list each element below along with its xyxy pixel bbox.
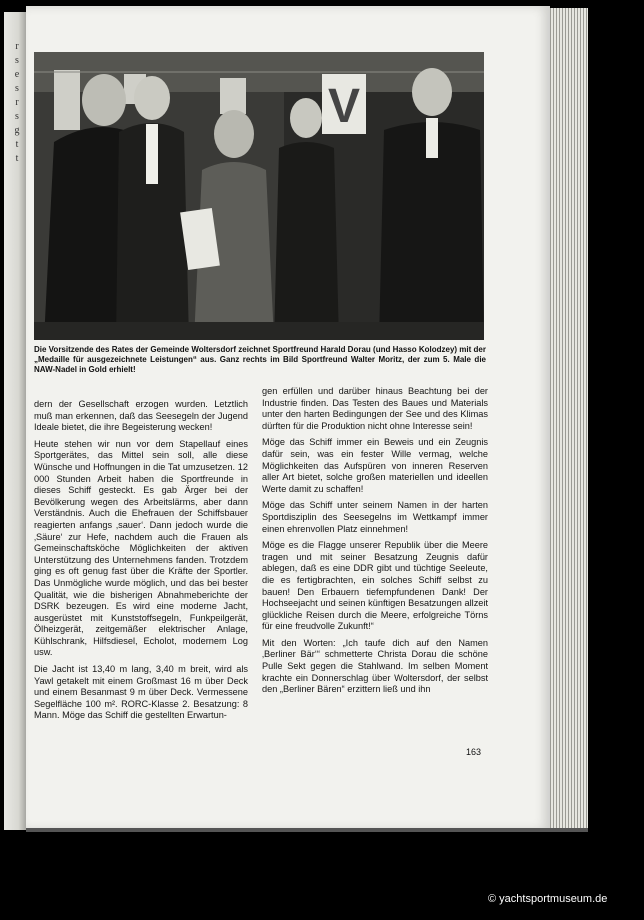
copyright-watermark: © yachtsportmuseum.de — [488, 893, 608, 905]
paragraph: gen erfüllen und darüber hinaus Beachtung bei der Industrie finden. Das Testen des Baues und Materials unter den harten Bedingungen der See und des Klimas dürften für die Produktion nicht ohne Interesse sein! — [262, 386, 488, 431]
paragraph: Die Jacht ist 13,40 m lang, 3,40 m breit, wird als Yawl getakelt mit einem Großmast 16 m über Deck und einem Besanmast 9 m über Deck. Vermessene Segelfläche 100 m². RORC-Klasse 2. Besatzung: 8 Mann. Möge das Schiff die gestellten Erwartun- — [34, 664, 248, 721]
book-binding-edge — [26, 828, 588, 832]
paragraph: Möge das Schiff immer ein Beweis und ein Zeugnis dafür sein, was ein fester Wille vermag, welche Möglichkeiten das Aufspüren von inneren Reserven aller Art bietet, solche großen materiellen und ideellen Werte damit zu schaffen! — [262, 437, 488, 494]
signal-flag — [322, 74, 366, 134]
signal-flag-letter: V — [327, 80, 361, 133]
text-column-left — [34, 399, 248, 727]
paragraph: Möge es die Flagge unserer Republik über die Meere tragen und mit seiner Besatzung Zeugnis dafür ablegen, daß es eine DDR gibt und tüchtige Seeleute, die es fertigbrachten, ein solches Schiff selbst zu bauen! Den Erbauern tiefempfundenen Dank! Der Hochseejacht und seinen künftigen Besatzungen allzeit glückliche Reisen durch die Meere, erfolgreiche Törns für eine freudvolle Zukunft!“ — [262, 540, 488, 632]
page-number: 163 — [466, 747, 482, 757]
text-column-right — [262, 386, 488, 701]
paragraph: Heute stehen wir nun vor dem Stapellauf eines Sportgerätes, das Mittel sein soll, alle diese Wünsche und Hoffnungen in die Tat umzusetzen. 12 000 Stunden Arbeit haben die Sportfreunde in dieses Schiff gesteckt. Es gab Ärger bei der Bevölkerung wegen des Arbeitslärms, aber dann Verständnis. Auch die Ehefrauen der Schiffsbauer reagierten anfangs ‚sauer‘. Dann jedoch wurde die ‚Säure‘ zur Hefe, nachdem auch die Frauen als Gemeinschaftsköche Möglichkeiten der aktiven Unterstützung des Unternehmens fanden. Trotzdem ging es oft genug fast über die Kräfte der Sportler. Das Unmögliche wurde möglich, und das bei bester Qualität, wie die bisherigen Abnahmeberichte der DSRK bezeugen. Es wird eine moderne Jacht, ausgerüstet mit Kunststoffsegeln, Funkpeilgerät, Ölheizgerät, zeitgemäßer elektrischer Anlage, Kühlschrank, Hilfsdiesel, Echolot, modernem Log usw. — [34, 438, 248, 658]
paragraph: Möge das Schiff unter seinem Namen in der harten Sportdisziplin des Seesegelns im Wettkampf immer einen ehrenvollen Platz einnehmen! — [262, 500, 488, 534]
paragraph: dern der Gesellschaft erzogen wurden. Letztlich muß man erkennen, daß das Seesegeln der Jugend Ideale bietet, die ihre Begeisterung wecken! — [34, 399, 248, 433]
paragraph: Mit den Worten: „Ich taufe dich auf den Namen ‚Berliner Bär‘“ schmetterte Christa Dorau die schöne Pulle Sekt gegen die Stahlwand. Im selben Moment krachte ein Donnerschlag über Woltersdorf, der selbst den „Berliner Bären“ erzittern ließ und ihn — [262, 637, 488, 695]
page-stack-edge — [548, 8, 588, 832]
photo-caption: Die Vorsitzende des Rates der Gemeinde Woltersdorf zeichnet Sportfreund Harald Dorau (und Hasso Kolodzey) mit der „Medaille für ausgezeichnete Leistungen“ aus. Ganz rechts im Bild Sportfreund Walter Moritz, der zum 5. Male die NAW-Nadel in Gold erhielt! — [34, 345, 486, 374]
left-page-text-fragment: r s e s r s g t t — [14, 41, 20, 164]
ceremony-photo — [34, 52, 484, 340]
